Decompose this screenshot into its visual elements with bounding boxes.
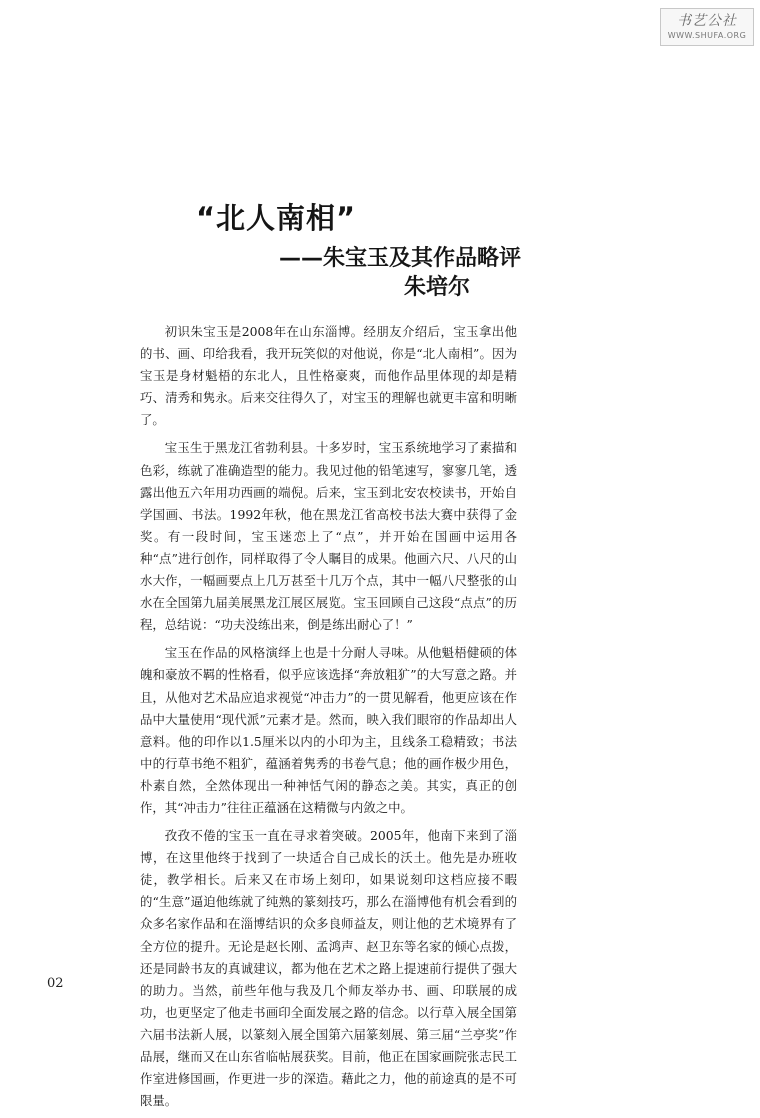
page-number: 02 (47, 976, 64, 991)
article-subtitle: ——朱宝玉及其作品略评 (279, 246, 522, 271)
paragraph-2: 宝玉生于黑龙江省勃利县。十多岁时，宝玉系统地学习了素描和色彩，练就了准确造型的能力。我见过他的铅笔速写，寥寥几笔，透露出他五六年用功西画的端倪。后来，宝玉到北安农校读书，开始自学国画、书法。1992年秋，他在黑龙江省高校书法大赛中获得了金奖。有一段时间，宝玉迷恋上了“点”，并开始在国画中运用各种“点”进行创作，同样取得了令人瞩目的成果。他画六尺、八尺的山水大作，一幅画要点上几万甚至十几万个点，其中一幅八尺整张的山水在全国第九届美展黑龙江展区展览。宝玉回顾自己这段“点点”的历程，总结说：“功夫没练出来，倒是练出耐心了！” (140, 440, 517, 633)
paragraph-3: 宝玉在作品的风格演绎上也是十分耐人寻味。从他魁梧健硕的体魄和豪放不羁的性格看，似乎应该选择“奔放粗犷”的大写意之路。并且，从他对艺术品应追求视觉“冲击力”的一贯见解看，他更应该在作品中大量使用“现代派”元素才是。然而，映入我们眼帘的作品却出人意料。他的印作以1.5厘米以内的小印为主，且线条工稳精致；书法中的行草书绝不粗犷，蕴涵着隽秀的书卷气息；他的画作极少用色，朴素自然，全然体现出一种神恬气闲的静态之美。其实，真正的创作，其“冲击力”往往正蕴涵在这精微与内敛之中。 (140, 645, 517, 815)
paragraph-4: 孜孜不倦的宝玉一直在寻求着突破。2005年，他南下来到了淄博，在这里他终于找到了一块适合自己成长的沃土。他先是办班收徒，教学相长。后来又在市场上刻印，如果说刻印这档应接不暇的“生意”逼迫他练就了纯熟的篆刻技巧，那么在淄博他有机会看到的众多名家作品和在淄博结识的众多良师益友，则让他的艺术境界有了全方位的提升。无论是赵长刚、孟鸿声、赵卫东等名家的倾心点拨，还是同龄书友的真诚建议，都为他在艺术之路上提速前行提供了强大的助力。当然，前些年他与我及几个师友举办书、画、印联展的成功，也更坚定了他走书画印全面发展之路的信念。以行草入展全国第六届书法新人展，以篆刻入展全国第六届篆刻展、第三届“兰亭奖”作品展，继而又在山东省临帖展获奖。目前，他正在国家画院张志民工作室进修国画，作更进一步的深造。藉此之力，他的前途真的是不可限量。 (140, 828, 517, 1109)
watermark-url: WWW.SHUFA.ORG (667, 31, 747, 40)
article-body (140, 321, 517, 1118)
article-author: 朱培尔 (404, 275, 471, 300)
paragraph-1: 初识朱宝玉是2008年在山东淄博。经朋友介绍后，宝玉拿出他的书、画、印给我看，我开玩笑似的对他说，你是“北人南相”。因为宝玉是身材魁梧的东北人，且性格豪爽，而他作品里体现的却是精巧、清秀和隽永。后来交往得久了，对宝玉的理解也就更丰富和明晰了。 (140, 324, 517, 428)
site-watermark-logo (660, 8, 754, 46)
watermark-calligraphy-text: 书艺公社 (677, 13, 737, 29)
article-title: “北人南相” (196, 201, 357, 235)
